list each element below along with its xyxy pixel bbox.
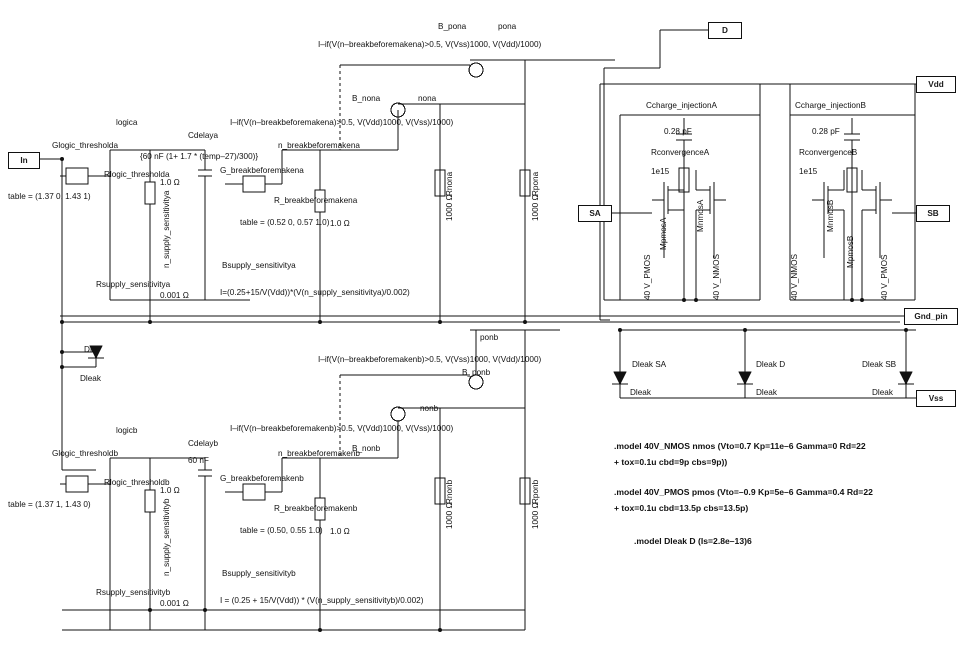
port-gnd-label: Gnd_pin: [914, 312, 948, 321]
junction-dot: [148, 320, 152, 324]
label-ccharge-injection-b: Ccharge_injectionB: [795, 101, 867, 110]
value-rnona: 1000 Ω: [445, 194, 454, 221]
junction-dot: [682, 298, 686, 302]
label-rconvergence-a: RconvergenceA: [651, 148, 710, 157]
diode-name-din: Dleak: [80, 374, 101, 383]
value-rsupply-sensitivityb: 0.001 Ω: [160, 599, 189, 608]
label-n-supply-sensitivitya: n_supply_sensitivitya: [162, 190, 171, 268]
junction-dot: [860, 298, 864, 302]
junction-dot: [60, 365, 64, 369]
label-r-breakbeforemakenb: R_breakbeforemakenb: [274, 504, 358, 513]
diode-name-d: Dleak: [756, 388, 777, 397]
value-rnonb: 1000 Ω: [445, 502, 454, 529]
value-r-breakbeforemakena: 1.0 Ω: [330, 219, 350, 228]
expr-bsupply-sensitivitya: I=(0.25+15/V(Vdd))*(V(n_supply_sensitivitya)/0.002): [220, 288, 410, 297]
junction-dot: [60, 320, 64, 324]
junction-dot: [438, 320, 442, 324]
diode-title-din: DIn: [84, 345, 97, 354]
junction-dot: [318, 320, 322, 324]
label-logicb: logicb: [116, 426, 138, 435]
diode-title-d: Dleak D: [756, 360, 786, 369]
label-rnona: Rnona: [445, 171, 454, 196]
value-r-breakbeforemakenb: 1.0 Ω: [330, 527, 350, 536]
label-g-breakbeforemakena: G_breakbeforemakena: [220, 166, 304, 175]
model-line-3: .model 40V_PMOS pmos (Vto=–0.9 Kp=5e–6 Gamma=0.4 Rd=22: [614, 487, 873, 497]
label-rsupply-sensitivitya: Rsupply_sensitivitya: [96, 280, 171, 289]
label-glogic-thresholda: Glogic_thresholda: [52, 141, 118, 150]
label-cdelayb: Cdelayb: [188, 439, 219, 448]
label-n-breakbeforemakena: n_breakbeforemakena: [278, 141, 360, 150]
value-rconvergence-a: 1e15: [651, 167, 670, 176]
table-breakbeforemakena: table = (0.52 0, 0.57 1.0): [240, 218, 330, 227]
value-rpona: 1000 Ω: [531, 194, 540, 221]
table-breakbeforemakenb: table = (0.50, 0.55 1.0): [240, 526, 323, 535]
port-d-label: D: [722, 26, 728, 35]
label-nona: nona: [418, 94, 437, 103]
table-logicb: table = (1.37 1, 1.43 0): [8, 500, 91, 509]
label-logica: logica: [116, 118, 138, 127]
label-nonb: nonb: [420, 404, 439, 413]
port-in[interactable]: [8, 152, 40, 169]
label-mpmosb: MpmosB: [846, 235, 855, 268]
port-sb[interactable]: [916, 205, 950, 222]
junction-dot: [618, 328, 622, 332]
junction-dot: [203, 608, 207, 612]
junction-dot: [60, 157, 64, 161]
label-rsupply-sensitivityb: Rsupply_sensitivityb: [96, 588, 171, 597]
junction-dot: [523, 320, 527, 324]
junction-dot: [694, 298, 698, 302]
label-rlogic-thresholdb: Rlogic_thresholdb: [104, 478, 170, 487]
label-ccharge-injection-a: Ccharge_injectionA: [646, 101, 718, 110]
label-g-breakbeforemakenb: G_breakbeforemakenb: [220, 474, 304, 483]
port-sa-label: SA: [589, 209, 601, 218]
port-d[interactable]: [708, 22, 742, 39]
model-line-4: + tox=0.1u cbd=13.5p cbs=13.5p): [614, 503, 749, 513]
label-r-breakbeforemakena: R_breakbeforemakena: [274, 196, 358, 205]
port-gnd[interactable]: [904, 308, 958, 325]
label-mnmosa: MnmosA: [696, 199, 705, 232]
label-mnmosb: MnmosB: [826, 199, 835, 232]
label-b-pona: B_pona: [438, 22, 467, 31]
expr-b-ponb: I–if(V(n–breakbeforemakenb)>0.5, V(Vss)1000, V(Vdd)/1000): [318, 355, 542, 364]
port-vss[interactable]: [916, 390, 956, 407]
model-mpmosb: 40 V_PMOS: [880, 254, 889, 300]
value-rponb: 1000 Ω: [531, 502, 540, 529]
expr-bsupply-sensitivityb: I = (0.25 + 15/V(Vdd)) * (V(n_supply_sensitivityb)/0.002): [220, 596, 424, 605]
model-mpmosa: 40 V_PMOS: [643, 254, 652, 300]
expr-b-nona: I–if(V(n–breakbeforemakena)>0.5, V(Vdd)1000, V(Vss)/1000): [230, 118, 454, 127]
value-ccharge-injection-b: 0.28 pF: [812, 127, 840, 136]
port-sa[interactable]: [578, 205, 612, 222]
label-n-supply-sensitivityb: n_supply_sensitivityb: [162, 498, 171, 576]
diode-title-sa: Dleak SA: [632, 360, 667, 369]
label-b-nonb: B_nonb: [352, 444, 381, 453]
junction-dot: [148, 608, 152, 612]
value-rlogic-thresholdb: 1.0 Ω: [160, 486, 180, 495]
diode-title-sb: Dleak SB: [862, 360, 897, 369]
value-rlogic-thresholda: 1.0 Ω: [160, 178, 180, 187]
port-sb-label: SB: [927, 209, 939, 218]
label-ponb: ponb: [480, 333, 499, 342]
junction-dot: [60, 350, 64, 354]
label-cdelaya: Cdelaya: [188, 131, 219, 140]
junction-dot: [904, 328, 908, 332]
label-b-nona: B_nona: [352, 94, 381, 103]
label-pona: pona: [498, 22, 517, 31]
diode-name-sa: Dleak: [630, 388, 651, 397]
junction-dot: [743, 328, 747, 332]
expr-b-pona: I–if(V(n–breakbeforemakena)>0.5, V(Vss)1000, V(Vdd)/1000): [318, 40, 542, 49]
value-cdelayb: 60 nF: [188, 456, 209, 465]
label-b-ponb: B_ponb: [462, 368, 491, 377]
model-line-5: .model Dleak D (Is=2.8e–13)6: [634, 536, 752, 546]
label-rnonb: Rnonb: [445, 479, 454, 504]
value-rsupply-sensitivitya: 0.001 Ω: [160, 291, 189, 300]
label-mpmosa: MpmosA: [659, 217, 668, 250]
value-ccharge-injection-a: 0.28 pF: [664, 127, 692, 136]
port-vdd[interactable]: [916, 76, 956, 93]
model-mnmosa: 40 V_NMOS: [712, 254, 721, 300]
junction-dot: [438, 628, 442, 632]
model-mnmosb: 40 V_NMOS: [790, 254, 799, 300]
port-vdd-label: Vdd: [928, 80, 944, 89]
label-glogic-thresholdb: Glogic_thresholdb: [52, 449, 118, 458]
label-rconvergence-b: RconvergenceB: [799, 148, 858, 157]
model-line-1: .model 40V_NMOS nmos (Vto=0.7 Kp=11e–6 Gamma=0 Rd=22: [614, 441, 866, 451]
expr-b-nonb: I–if(V(n–breakbeforemakenb)>0.5, V(Vdd)1000, V(Vss)/1000): [230, 424, 454, 433]
label-n-breakbeforemakenb: n_breakbeforemakenb: [278, 449, 360, 458]
label-bsupply-sensitivitya: Bsupply_sensitivitya: [222, 261, 296, 270]
table-logica: table = (1.37 0, 1.43 1): [8, 192, 91, 201]
label-rpona: Rpona: [531, 171, 540, 196]
label-bsupply-sensitivityb: Bsupply_sensitivityb: [222, 569, 296, 578]
label-rlogic-thresholda: Rlogic_thresholda: [104, 170, 170, 179]
diode-name-sb: Dleak: [872, 388, 893, 397]
value-rconvergence-b: 1e15: [799, 167, 818, 176]
junction-dot: [850, 298, 854, 302]
label-rponb: Rponb: [531, 479, 540, 504]
model-line-2: + tox=0.1u cbd=9p cbs=9p)): [614, 457, 728, 467]
junction-dot: [318, 628, 322, 632]
port-vss-label: Vss: [928, 394, 944, 403]
expr-cdelaya: {60 nF (1+ 1.7 * (temp–27)/300)}: [140, 152, 259, 161]
port-in-label: In: [20, 156, 28, 165]
